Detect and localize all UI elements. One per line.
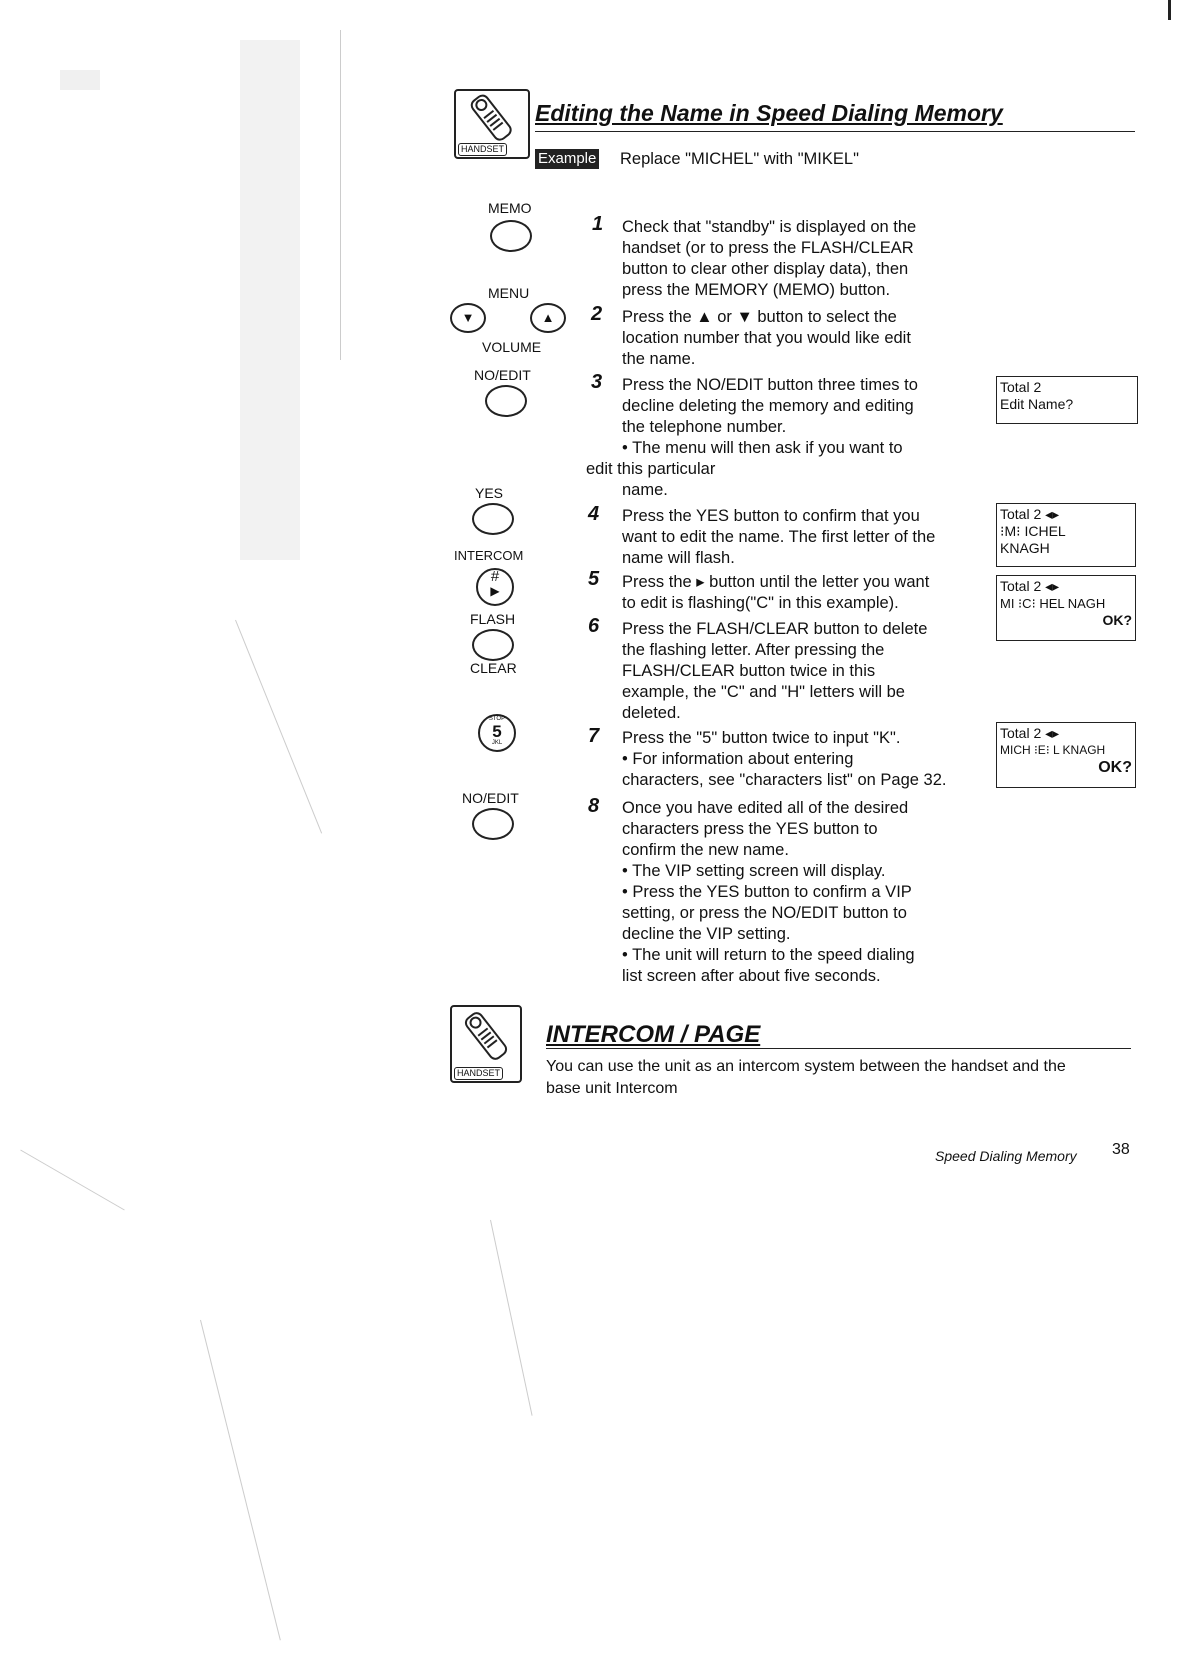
step-text <box>622 217 916 301</box>
step-line: location number that you would like edit <box>622 329 911 347</box>
footer-section-label: Speed Dialing Memory <box>935 1148 1077 1164</box>
pound-icon: # <box>490 568 500 585</box>
step-line: • The unit will return to the speed dialing <box>622 946 915 964</box>
step-line: button to clear other display data), then <box>622 260 909 278</box>
memo-label: MEMO <box>488 200 532 216</box>
lcd-line: ⁝M⁝ ICHEL <box>1000 523 1066 539</box>
lcd-line: Total 2 ◂▸ <box>1000 578 1060 594</box>
step-number: 7 <box>588 725 600 747</box>
step-text <box>622 572 929 614</box>
example-tag: Example <box>535 149 599 169</box>
step-number: 3 <box>591 371 603 393</box>
step-line: want to edit the name. The first letter of the <box>622 528 936 546</box>
memo-button[interactable] <box>490 220 532 252</box>
example-text: Replace "MICHEL" with "MIKEL" <box>620 150 859 168</box>
handset-icon <box>450 1005 522 1083</box>
step-line: Press the "5" button twice to input "K". <box>622 729 901 747</box>
lcd-line: OK? <box>1098 759 1132 776</box>
no-edit-label: NO/EDIT <box>474 367 531 383</box>
handset-icon <box>454 89 530 159</box>
step-line: • The menu will then ask if you want to <box>622 439 903 457</box>
step-line: the flashing letter. After pressing the <box>622 641 885 659</box>
step-line: decline the VIP setting. <box>622 925 791 943</box>
key-5-bottom-label: JKL <box>491 740 503 746</box>
step-line: characters press the YES button to <box>622 820 878 838</box>
step-number: 2 <box>591 303 603 325</box>
step-line: characters, see "characters list" on Page 32. <box>622 771 947 789</box>
page-title: Editing the Name in Speed Dialing Memory <box>535 100 1003 126</box>
intercom-label: INTERCOM <box>454 548 524 563</box>
flash-clear-button[interactable] <box>472 629 514 661</box>
step-number: 1 <box>592 213 604 235</box>
step-text <box>622 728 946 791</box>
step-line: handset (or to press the FLASH/CLEAR <box>622 239 914 257</box>
step-line: name will flash. <box>622 549 735 567</box>
no-edit-label-2: NO/EDIT <box>462 790 519 806</box>
yes-button[interactable] <box>472 503 514 535</box>
key-5-digit: 5 <box>492 722 502 741</box>
step-line: Press the FLASH/CLEAR button to delete <box>622 620 928 638</box>
lcd-line: Total 2 ◂▸ <box>1000 725 1060 741</box>
lcd-line: OK? <box>1102 612 1132 628</box>
step-text <box>622 506 935 569</box>
scan-artifact <box>60 70 100 90</box>
step-line: • The VIP setting screen will display. <box>622 862 886 880</box>
lcd-line: Edit Name? <box>1000 396 1074 412</box>
scan-artifact <box>20 1150 124 1211</box>
up-arrow-icon: ▲ <box>541 310 555 325</box>
step-line: press the MEMORY (MEMO) button. <box>622 281 891 299</box>
scan-artifact <box>490 1220 533 1416</box>
lcd-display <box>996 722 1136 788</box>
step-line: list screen after about five seconds. <box>622 967 881 985</box>
lcd-line: KNAGH <box>1000 540 1050 556</box>
intercom-button[interactable] <box>476 568 514 606</box>
step-line: Press the ▲ or ▼ button to select the <box>622 308 897 326</box>
step-line: • Press the YES button to confirm a VIP <box>622 883 912 901</box>
step-number: 4 <box>588 503 600 525</box>
step-line: Once you have edited all of the desired <box>622 799 909 817</box>
up-button[interactable] <box>530 303 566 333</box>
down-button[interactable] <box>450 303 486 333</box>
scan-artifact <box>235 620 322 834</box>
step-line: • For information about entering <box>622 750 854 768</box>
step-line: Press the ▸ button until the letter you want <box>622 573 930 591</box>
step-line: the name. <box>622 350 696 368</box>
step-line: example, the "C" and "H" letters will be <box>622 683 905 701</box>
step-line: FLASH/CLEAR button twice in this <box>622 662 876 680</box>
key-5-top-label: STOP <box>488 716 506 722</box>
section-title: INTERCOM / PAGE <box>546 1021 761 1048</box>
scan-artifact <box>240 40 300 560</box>
step-line: the telephone number. <box>622 418 787 436</box>
step-text <box>622 619 927 724</box>
right-arrow-icon: ▶ <box>490 584 500 598</box>
scan-artifact <box>1168 0 1171 20</box>
flash-label: FLASH <box>470 611 516 627</box>
step-number: 5 <box>588 568 600 590</box>
yes-label: YES <box>475 485 504 501</box>
step-text <box>622 798 915 987</box>
lcd-display <box>996 376 1138 424</box>
page-number: 38 <box>1112 1141 1130 1158</box>
lcd-display <box>996 503 1136 567</box>
title-rule <box>535 131 1135 132</box>
step-line: decline deleting the memory and editing <box>622 397 914 415</box>
lcd-display <box>996 575 1136 641</box>
no-edit-button-2[interactable] <box>472 808 514 840</box>
step-text <box>622 375 918 459</box>
lcd-line: Total 2 <box>1000 379 1042 395</box>
section-body: You can use the unit as an intercom system between the handset and the <box>546 1058 1066 1075</box>
lcd-line: MI ⁝C⁝ HEL NAGH <box>1000 596 1106 611</box>
scan-artifact <box>340 30 341 360</box>
step-line: Press the NO/EDIT button three times to <box>622 376 918 394</box>
step-line: name. <box>622 481 668 499</box>
menu-label: MENU <box>488 285 530 301</box>
scan-artifact <box>200 1320 281 1640</box>
clear-label: CLEAR <box>470 660 517 676</box>
step-text <box>622 307 911 370</box>
step-line: deleted. <box>622 704 681 722</box>
lcd-line: Total 2 ◂▸ <box>1000 506 1060 522</box>
step-line: confirm the new name. <box>622 841 789 859</box>
key-5-button[interactable] <box>478 714 516 752</box>
step-line: Press the YES button to confirm that you <box>622 507 920 525</box>
step-line: to edit is flashing("C" in this example). <box>622 594 899 612</box>
step-line: edit this particular <box>586 460 716 478</box>
lcd-line: MICH ⁝E⁝ L KNAGH <box>1000 743 1106 757</box>
step-line: Check that "standby" is displayed on the <box>622 218 917 236</box>
handset-label: HANDSET <box>454 1067 503 1080</box>
title-rule <box>546 1048 1131 1049</box>
step-line: setting, or press the NO/EDIT button to <box>622 904 907 922</box>
no-edit-button[interactable] <box>485 385 527 417</box>
step-number: 6 <box>588 615 600 637</box>
handset-label: HANDSET <box>458 143 507 156</box>
volume-label: VOLUME <box>482 339 542 355</box>
section-body: base unit Intercom <box>546 1080 678 1097</box>
down-arrow-icon: ▼ <box>461 310 475 325</box>
step-number: 8 <box>588 795 600 817</box>
